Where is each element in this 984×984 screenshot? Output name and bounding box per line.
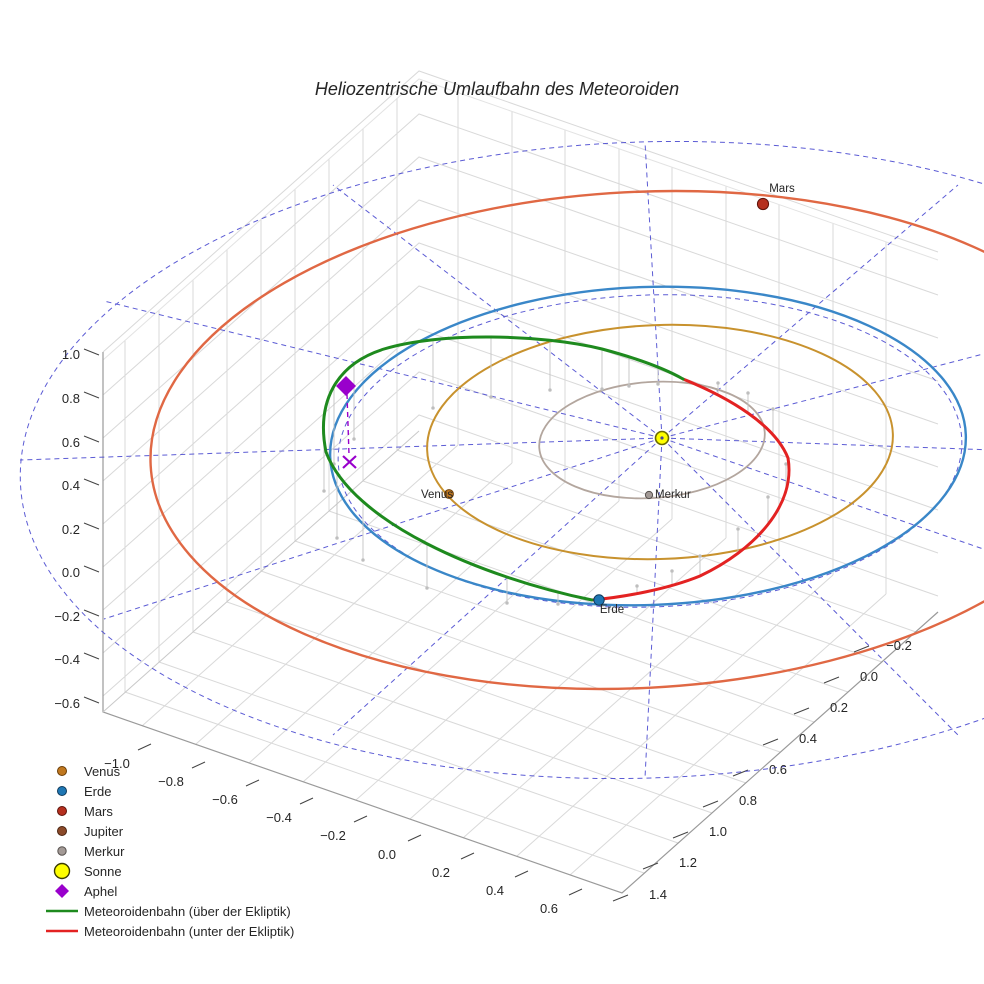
y-tick: 0.4: [798, 731, 818, 746]
legend-mars-label: Mars: [84, 804, 113, 819]
z-tick: 0.6: [61, 435, 80, 450]
y-tick: 0.2: [829, 700, 849, 715]
ecliptic-circle-2au: [9, 120, 984, 799]
legend-sonne-circle: [55, 864, 70, 879]
z-tick: −0.6: [54, 696, 80, 711]
tick-marks: [84, 349, 869, 901]
legend-venus-dot: [58, 767, 67, 776]
z-tick: 0.8: [61, 391, 80, 406]
merkur-label: Merkur: [655, 489, 691, 501]
z-tick: 0.0: [61, 565, 80, 580]
venus-label: Venus: [421, 489, 453, 501]
y-tick: 0.6: [768, 762, 788, 777]
legend-meteoroid-above-label: Meteoroidenbahn (über der Ekliptik): [84, 904, 291, 919]
x-tick: −0.4: [266, 810, 292, 825]
z-tick: −0.4: [54, 652, 80, 667]
x-tick: 0.6: [539, 901, 559, 916]
axis-spines: [103, 352, 938, 893]
legend-sonne-label: Sonne: [84, 864, 122, 879]
x-tick: −0.6: [212, 792, 238, 807]
merkur-orbit: [535, 374, 769, 505]
legend-meteoroid-below-label: Meteoroidenbahn (unter der Ekliptik): [84, 924, 295, 939]
meteoroid-drop-lines: [323, 337, 788, 605]
y-tick: 1.0: [708, 824, 728, 839]
legend-venus-label: Venus: [84, 764, 121, 779]
x-tick: 0.0: [377, 847, 397, 862]
mars-label: Mars: [769, 183, 795, 195]
chart-title: Heliozentrische Umlaufbahn des Meteoroiden: [314, 79, 680, 99]
mars-marker: [757, 198, 768, 209]
pane-grid: [103, 71, 938, 875]
z-tick: 0.4: [61, 478, 80, 493]
mars-orbit: [138, 167, 984, 713]
planet-orbits: [138, 167, 984, 713]
z-tick: −0.2: [54, 609, 80, 624]
legend-aphel-diamond-icon: [55, 884, 69, 898]
legend-merkur-dot: [58, 847, 66, 855]
legend-erde-dot: [58, 787, 67, 796]
legend-aphel-label: Aphel: [84, 884, 118, 899]
y-tick: −0.2: [886, 638, 912, 653]
aphel-foot-x-icon: [343, 456, 356, 468]
legend-merkur-label: Merkur: [84, 844, 125, 859]
aphel-drop-line: [347, 394, 349, 455]
x-axis-tick-labels: [104, 756, 558, 916]
x-tick: −0.2: [320, 828, 346, 843]
z-tick: 1.0: [61, 347, 80, 362]
legend-erde-label: Erde: [84, 784, 112, 799]
y-tick: 1.2: [678, 855, 698, 870]
z-tick: 0.2: [61, 522, 80, 537]
x-tick: −1.0: [104, 756, 130, 771]
merkur-marker: [645, 491, 652, 498]
erde-label: Erde: [599, 604, 625, 616]
legend-jupiter-dot: [58, 827, 67, 836]
erde-orbit: [325, 276, 972, 616]
y-tick: 1.4: [648, 887, 668, 902]
legend-jupiter-label: Jupiter: [84, 824, 124, 839]
legend-mars-dot: [58, 807, 67, 816]
legend: [46, 764, 294, 939]
ecliptic-polar-grid: [9, 120, 984, 799]
y-tick: 0.0: [859, 669, 879, 684]
y-tick: 0.8: [738, 793, 758, 808]
z-axis-tick-labels: [54, 347, 80, 711]
x-tick: 0.2: [431, 865, 451, 880]
sun-center-dot: [660, 436, 663, 439]
aphel-group: [336, 376, 356, 468]
x-tick: 0.4: [485, 883, 505, 898]
plot-markers: [445, 198, 769, 605]
x-tick: −0.8: [158, 774, 184, 789]
